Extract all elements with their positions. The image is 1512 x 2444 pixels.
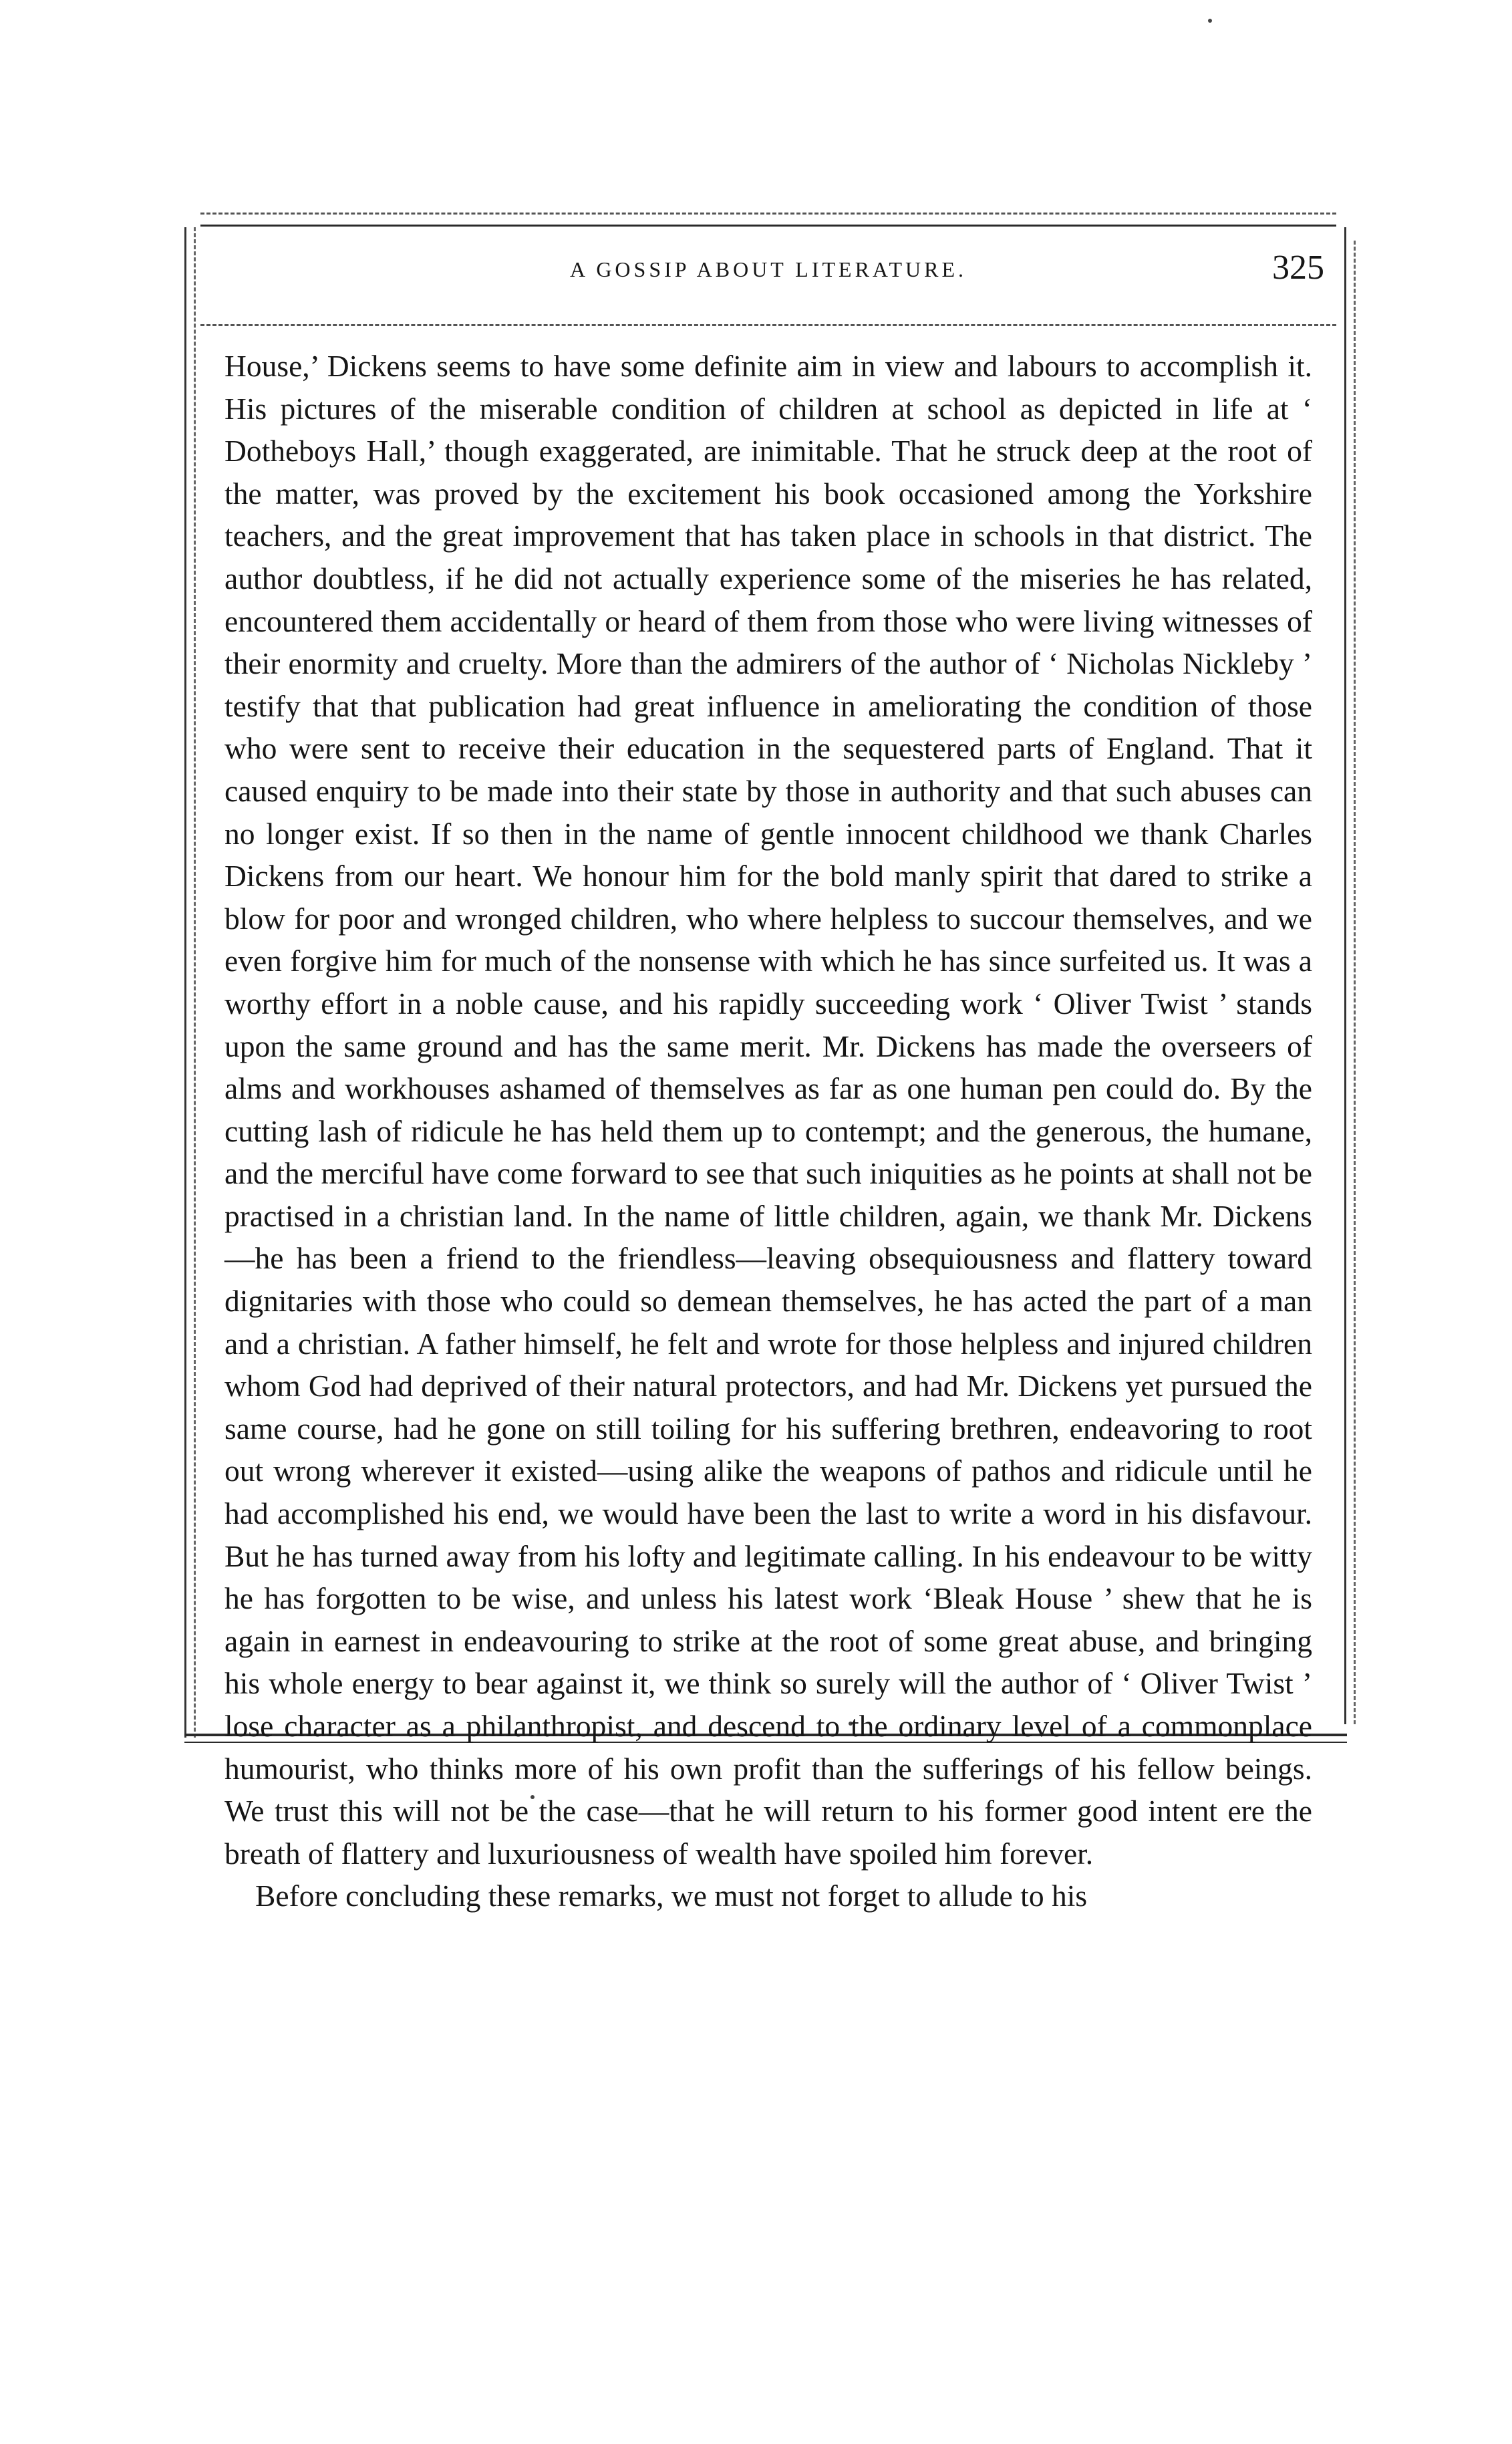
paragraph-before-concluding: Before concluding these remarks, we must not forget to allude to his: [255, 1879, 1088, 1913]
running-head: [200, 251, 1336, 291]
right-border: [1344, 227, 1346, 1724]
left-border-inner: [194, 227, 196, 1738]
page-number: 325: [1272, 249, 1324, 287]
header-dashed-rule: [200, 324, 1336, 326]
top-speck: [1208, 19, 1212, 23]
body-text: [224, 345, 1312, 1917]
right-border-inner: [1354, 241, 1356, 1724]
paragraph-dickens: House,’ Dickens seems to have some definite aim in view and labours to accomplish it. His pictures of the miserable condition of children at school as depicted in life at ‘ Dotheboys Hall,’ though exaggerated, are inimitable. That he struck deep at the root of the matter, was proved by the excitement his book occasioned among the Yorkshire teachers, and the great improvement that has taken place in schools in that district. The author doubtless, if he did not actually experience some of the miseries he has related, encountered them accidentally or heard of them from those who were living witnesses of their enormity and cruelty. More than the admirers of the author of ‘ Nicholas Nickleby ’ testify that that publication had great influence in ameliorating the condition of those who were sent to receive their education in the sequestered parts of England. That it caused enquiry to be made into their state by those in authority and that such abuses can no longer exist. If so then in the name of gentle innocent childhood we thank Charles Dickens from our heart. We honour him for the bold manly spirit that dared to strike a blow for poor and wronged children, who where helpless to succour themselves, and we even forgive him for much of the nonsense with which he has since surfeited us. It was a worthy effort in a noble cause, and his rapidly succeeding work ‘ Oliver Twist ’ stands upon the same ground and has the same merit. Mr. Dickens has made the overseers of alms and workhouses ashamed of themselves as far as one human pen could do. By the cutting lash of ridicule he has held them up to contempt; and the generous, the humane, and the merciful have come forward to see that such iniquities as he points at shall not be practised in a christian land. In the name of little children, again, we thank Mr. Dickens—he has been a friend to the friendless—leaving obsequiousness and flattery toward dignitaries with those who could so demean themselves, he has acted the part of a man and a christian. A father himself, he felt and wrote for those helpless and injured children whom God had deprived of their natural protectors, and had Mr. Dickens yet pursued the same course, had he gone on still toiling for his suffering brethren, endeavoring to root out wrong wherever it existed—using alike the weapons of pathos and ridicule until he had accomplished his end, we would have been the last to write a word in his disfavour. But he has turned away from his lofty and legitimate calling. In his endeavour to be witty he has forgotten to be wise, and unless his latest work ‘Bleak House ’ shew that he is again in earnest in endeavouring to strike at the root of some great abuse, and bringing his whole energy to bear against it, we think so surely will the author of ‘ Oliver Twist ’ lose character as a philanthropist, and descend to the ordinary level of a commonplace humourist, who thinks more of his own profit than the sufferings of his fellow beings. We trust this will not be the case—that he will return to his former good intent ere the breath of flattery and luxuriousness of wealth have spoiled him forever.: [224, 349, 1312, 1871]
top-rule: [200, 225, 1336, 227]
running-title: A GOSSIP ABOUT LITERATURE.: [569, 257, 967, 281]
top-dashed-rule: [200, 213, 1336, 215]
left-border-outer: [184, 227, 186, 1738]
